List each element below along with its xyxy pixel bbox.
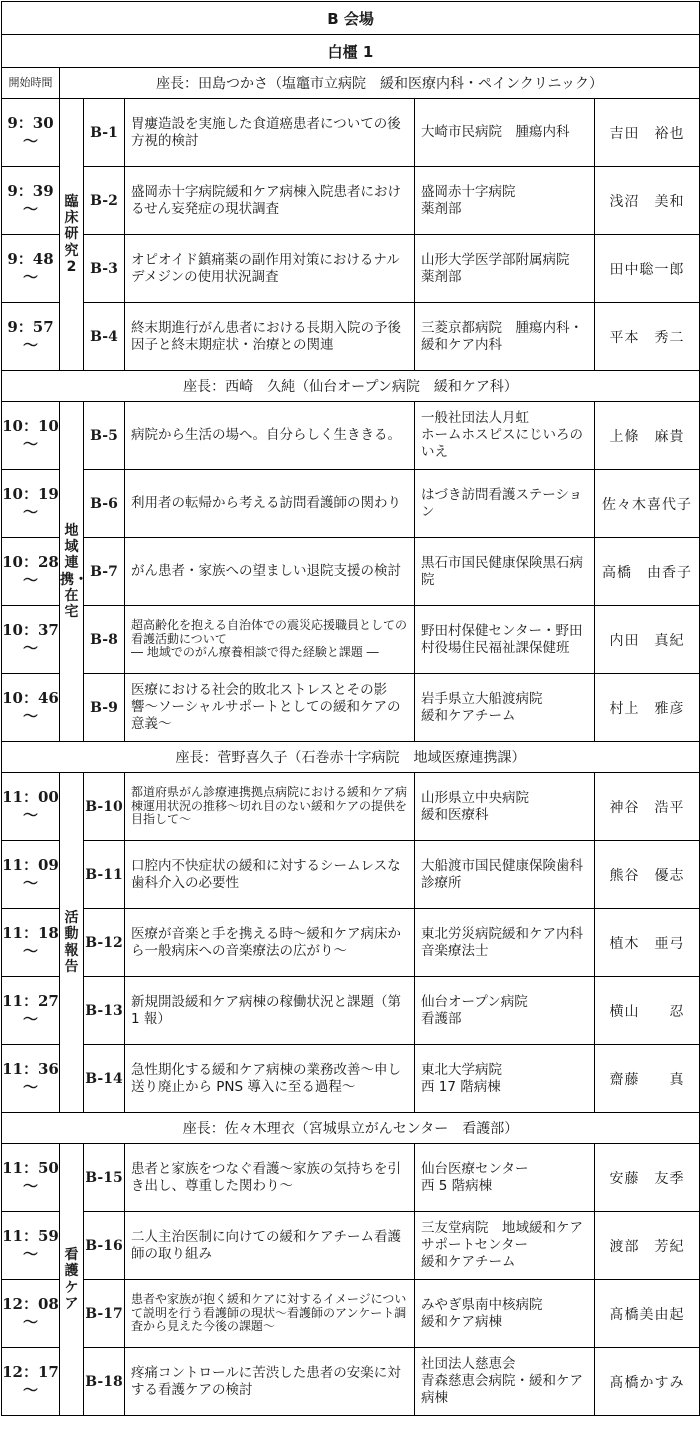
- session-category: 看護ケア: [60, 1144, 84, 1416]
- presentation-code: B-1: [84, 99, 125, 167]
- presenter-name: 上條 麻貴: [595, 402, 700, 470]
- session-category: 臨床研究2: [60, 99, 84, 371]
- presentation-title: 疼痛コントロールに苦渋した患者の安楽に対する看護ケアの検討: [125, 1348, 415, 1416]
- start-time-label: 開始時間: [2, 68, 60, 99]
- presentation-row: [2, 841, 700, 909]
- affiliation: 仙台医療センター 西 5 階病棟: [415, 1144, 595, 1212]
- start-time: 11：27 〜: [2, 977, 60, 1045]
- affiliation: 黒石市国民健康保険黒石病院: [415, 538, 595, 606]
- presentation-title: 医療における社会的敗北ストレスとその影響〜ソーシャルサポートとしての緩和ケアの意義〜: [125, 674, 415, 742]
- presenter-name: 植木 亜弓: [595, 909, 700, 977]
- room-header: 白橿 1: [2, 35, 700, 68]
- presentation-title: がん患者・家族への望ましい退院支援の検討: [125, 538, 415, 606]
- presentation-title: 超高齢化を抱える自治体での震災応援職員としての看護活動について ― 地域でのがん療養相談で得た経験と課題 ―: [125, 606, 415, 674]
- affiliation: 野田村保健センター・野田村役場住民福祉課保健班: [415, 606, 595, 674]
- presentation-row: [2, 674, 700, 742]
- presentation-code: B-2: [84, 167, 125, 235]
- presentation-row: [2, 1212, 700, 1280]
- presenter-name: 横山 忍: [595, 977, 700, 1045]
- start-time: 9：48 〜: [2, 235, 60, 303]
- affiliation: 盛岡赤十字病院 薬剤部: [415, 167, 595, 235]
- start-time: 9：39 〜: [2, 167, 60, 235]
- venue-header: B 会場: [2, 2, 700, 35]
- session-chair: 座長：田島つかさ（塩竈市立病院 緩和医療内科・ペインクリニック）: [60, 68, 700, 99]
- presentation-row: [2, 99, 700, 167]
- presentation-title: 都道府県がん診療連携拠点病院における緩和ケア病棟運用状況の推移〜切れ目のない緩和ケアの提供を目指して〜: [125, 773, 415, 841]
- presenter-name: 佐々木喜代子: [595, 470, 700, 538]
- presentation-title: 急性期化する緩和ケア病棟の業務改善〜申し送り廃止から PNS 導入に至る過程〜: [125, 1045, 415, 1113]
- presenter-name: 髙橋美由起: [595, 1280, 700, 1348]
- affiliation: はづき訪問看護ステーション: [415, 470, 595, 538]
- presentation-row: [2, 167, 700, 235]
- presentation-code: B-7: [84, 538, 125, 606]
- presenter-name: 熊谷 優志: [595, 841, 700, 909]
- presenter-name: 高橋 由香子: [595, 538, 700, 606]
- presenter-name: 平本 秀二: [595, 303, 700, 371]
- schedule-table: [1, 1, 700, 1416]
- session-chair: 座長：菅野喜久子（石巻赤十字病院 地域医療連携課）: [2, 742, 700, 773]
- affiliation: 岩手県立大船渡病院 緩和ケアチーム: [415, 674, 595, 742]
- start-time: 11：36 〜: [2, 1045, 60, 1113]
- presentation-row: [2, 538, 700, 606]
- presentation-row: [2, 470, 700, 538]
- presenter-name: 村上 雅彦: [595, 674, 700, 742]
- presentation-title: オピオイド鎮痛薬の副作用対策におけるナルデメジンの使用状況調査: [125, 235, 415, 303]
- affiliation: 社団法人慈恵会 青森慈恵会病院・緩和ケア病棟: [415, 1348, 595, 1416]
- presentation-title: 口腔内不快症状の緩和に対するシームレスな歯科介入の必要性: [125, 841, 415, 909]
- start-time: 11：59 〜: [2, 1212, 60, 1280]
- presentation-code: B-10: [84, 773, 125, 841]
- presentation-code: B-5: [84, 402, 125, 470]
- affiliation: 山形大学医学部附属病院 薬剤部: [415, 235, 595, 303]
- presentation-title: 二人主治医制に向けての緩和ケアチーム看護師の取り組み: [125, 1212, 415, 1280]
- presentation-code: B-12: [84, 909, 125, 977]
- affiliation: 三菱京都病院 腫瘍内科・緩和ケア内科: [415, 303, 595, 371]
- presentation-title: 終末期進行がん患者における長期入院の予後因子と終末期症状・治療との関連: [125, 303, 415, 371]
- presentation-row: [2, 303, 700, 371]
- presentation-code: B-13: [84, 977, 125, 1045]
- presentation-code: B-17: [84, 1280, 125, 1348]
- presenter-name: 内田 真紀: [595, 606, 700, 674]
- presentation-row: [2, 1280, 700, 1348]
- presentation-code: B-18: [84, 1348, 125, 1416]
- affiliation: 三友堂病院 地域緩和ケアサポートセンター 緩和ケアチーム: [415, 1212, 595, 1280]
- session-chair: 座長：西崎 久純（仙台オープン病院 緩和ケア科）: [2, 371, 700, 402]
- start-time: 11：00 〜: [2, 773, 60, 841]
- session-category: 地域連携・在宅: [60, 402, 84, 742]
- affiliation: 大船渡市国民健康保険歯科診療所: [415, 841, 595, 909]
- presentation-row: [2, 402, 700, 470]
- session-category: 活動報告: [60, 773, 84, 1113]
- presenter-name: 渡部 芳紀: [595, 1212, 700, 1280]
- presentation-code: B-9: [84, 674, 125, 742]
- affiliation: 仙台オープン病院 看護部: [415, 977, 595, 1045]
- presentation-title: 胃瘻造設を実施した食道癌患者についての後方視的検討: [125, 99, 415, 167]
- presenter-name: 安藤 友季: [595, 1144, 700, 1212]
- presentation-title: 盛岡赤十字病院緩和ケア病棟入院患者におけるせん妄発症の現状調査: [125, 167, 415, 235]
- presentation-code: B-15: [84, 1144, 125, 1212]
- presenter-name: 齋藤 真: [595, 1045, 700, 1113]
- presentation-row: [2, 773, 700, 841]
- affiliation: 山形県立中央病院 緩和医療科: [415, 773, 595, 841]
- presentation-row: [2, 909, 700, 977]
- presenter-name: 浅沼 美和: [595, 167, 700, 235]
- presentation-code: B-4: [84, 303, 125, 371]
- presentation-title: 患者と家族をつなぐ看護〜家族の気持ちを引き出し、尊重した関わり〜: [125, 1144, 415, 1212]
- start-time: 11：18 〜: [2, 909, 60, 977]
- presentation-title: 病院から生活の場へ。自分らしく生ききる。: [125, 402, 415, 470]
- presentation-title: 医療が音楽と手を携える時〜緩和ケア病床から一般病床への音楽療法の広がり〜: [125, 909, 415, 977]
- affiliation: 東北労災病院緩和ケア内科 音楽療法士: [415, 909, 595, 977]
- session-chair: 座長：佐々木理衣（宮城県立がんセンター 看護部）: [2, 1113, 700, 1144]
- presentation-code: B-3: [84, 235, 125, 303]
- presenter-name: 神谷 浩平: [595, 773, 700, 841]
- presentation-row: [2, 235, 700, 303]
- start-time: 12：17 〜: [2, 1348, 60, 1416]
- start-time: 12：08 〜: [2, 1280, 60, 1348]
- presentation-row: [2, 1144, 700, 1212]
- start-time: 9：30 〜: [2, 99, 60, 167]
- presentation-title: 利用者の転帰から考える訪問看護師の関わり: [125, 470, 415, 538]
- presentation-code: B-16: [84, 1212, 125, 1280]
- presentation-row: [2, 1045, 700, 1113]
- affiliation: 東北大学病院 西 17 階病棟: [415, 1045, 595, 1113]
- presenter-name: 吉田 裕也: [595, 99, 700, 167]
- start-time: 11：09 〜: [2, 841, 60, 909]
- presenter-name: 髙橋かすみ: [595, 1348, 700, 1416]
- start-time: 10：19 〜: [2, 470, 60, 538]
- start-time: 11：50 〜: [2, 1144, 60, 1212]
- affiliation: みやぎ県南中核病院 緩和ケア病棟: [415, 1280, 595, 1348]
- presentation-title: 患者や家族が抱く緩和ケアに対するイメージについて説明を行う看護師の現状〜看護師のアンケート調査から見えた今後の課題〜: [125, 1280, 415, 1348]
- start-time: 10：37 〜: [2, 606, 60, 674]
- affiliation: 大崎市民病院 腫瘍内科: [415, 99, 595, 167]
- presentation-code: B-8: [84, 606, 125, 674]
- presentation-code: B-11: [84, 841, 125, 909]
- presentation-title: 新規開設緩和ケア病棟の稼働状況と課題（第 1 報）: [125, 977, 415, 1045]
- presentation-code: B-6: [84, 470, 125, 538]
- presentation-code: B-14: [84, 1045, 125, 1113]
- start-time: 9：57 〜: [2, 303, 60, 371]
- start-time: 10：46 〜: [2, 674, 60, 742]
- start-time: 10：10 〜: [2, 402, 60, 470]
- affiliation: 一般社団法人月虹 ホームホスピスにじいろのいえ: [415, 402, 595, 470]
- presentation-row: [2, 1348, 700, 1416]
- presenter-name: 田中聡一郎: [595, 235, 700, 303]
- presentation-row: [2, 606, 700, 674]
- start-time: 10：28 〜: [2, 538, 60, 606]
- presentation-row: [2, 977, 700, 1045]
